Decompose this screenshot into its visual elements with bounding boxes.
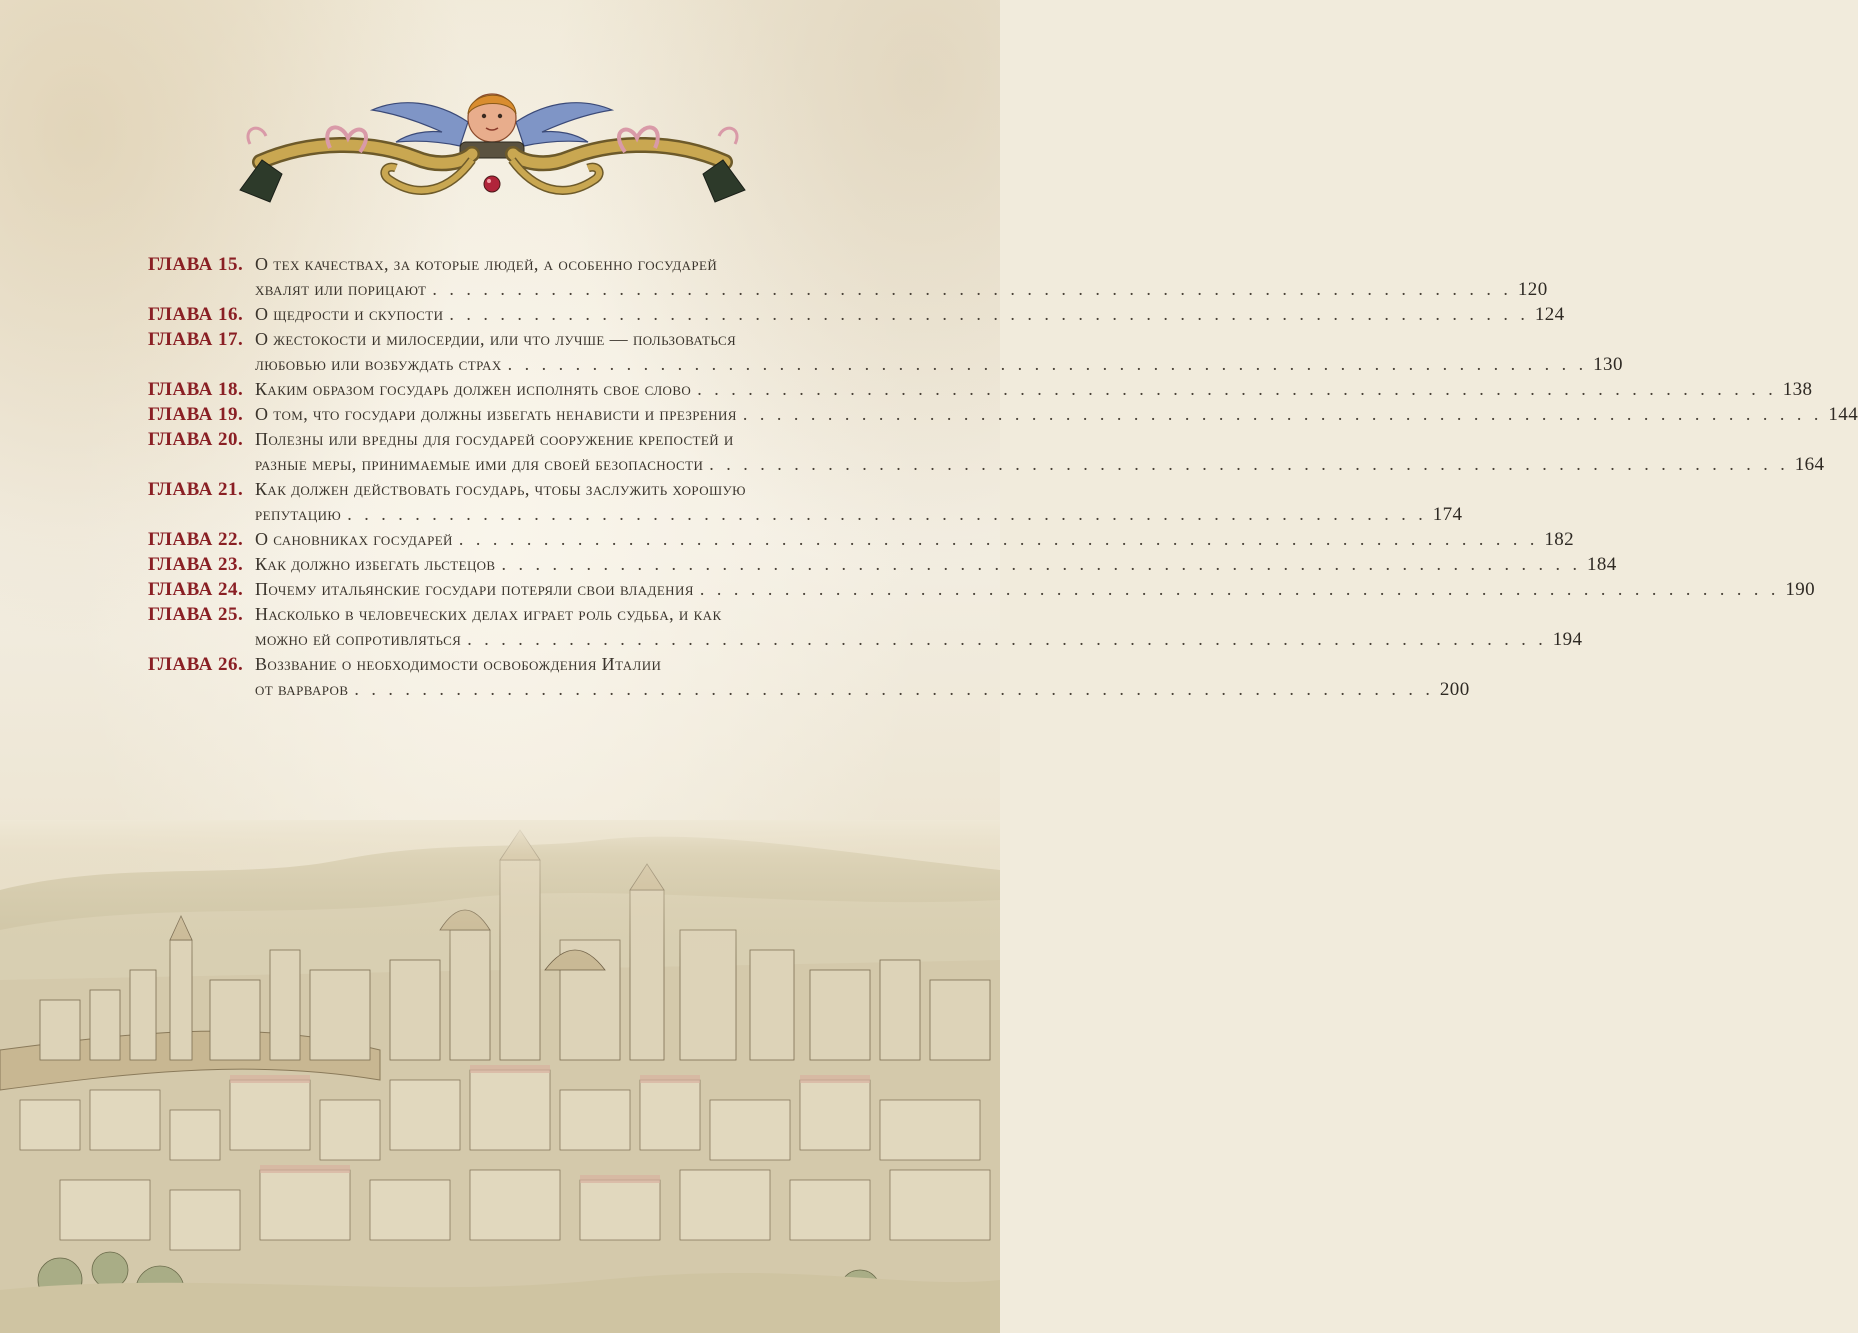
toc-entry[interactable] <box>148 477 1463 527</box>
chapter-title-line: О тех качествах, за которые людей, а особенно государей <box>255 254 718 274</box>
chapter-title-final-line <box>255 627 1582 652</box>
dot-leader: . . . . . . . . . . . . . . . . . . . . . . . . . . . . . . . . . . . . . . . . . . . . . . . . . . . . . . . . . . . . . . . . <box>709 454 1789 474</box>
page-number: 174 <box>1432 504 1463 525</box>
table-of-contents <box>148 252 1858 702</box>
toc-entry[interactable] <box>148 427 1825 477</box>
chapter-number: ГЛАВА 20. <box>148 429 244 450</box>
toc-entry[interactable] <box>148 377 1813 402</box>
toc-entry[interactable] <box>148 302 1565 327</box>
chapter-title-line: хвалят или порицают <box>255 279 427 299</box>
chapter-title-line: репутацию <box>255 504 342 524</box>
chapter-title <box>255 602 1582 652</box>
page-number: 120 <box>1517 279 1548 300</box>
chapter-number: ГЛАВА 19. <box>148 404 244 425</box>
chapter-title-line: любовью или возбуждать страх <box>255 354 502 374</box>
toc-entry[interactable] <box>148 327 1623 377</box>
chapter-title-line: разные меры, принимаемые ими для своей безопасности <box>255 454 704 474</box>
chapter-title-final-line <box>255 577 1815 602</box>
chapter-title-final-line <box>255 452 1824 477</box>
chapter-title <box>255 527 1574 552</box>
chapter-number: ГЛАВА 15. <box>148 254 244 275</box>
toc-entry[interactable] <box>148 552 1617 577</box>
chapter-title-final-line <box>255 352 1623 377</box>
chapter-number: ГЛАВА 24. <box>148 579 244 600</box>
chapter-title-line: Насколько в человеческих делах играет роль судьба, и как <box>255 604 722 624</box>
chapter-title-line: от варваров <box>255 679 349 699</box>
chapter-title <box>255 377 1812 402</box>
chapter-title-line: Полезны или вредны для государей сооружение крепостей и <box>255 429 734 449</box>
dot-leader: . . . . . . . . . . . . . . . . . . . . . . . . . . . . . . . . . . . . . . . . . . . . . . . . . . . . . . . . . . . . . . . . <box>347 504 1427 524</box>
chapter-title-line: Как должно избегать льстецов <box>255 554 496 574</box>
chapter-title-final-line <box>255 527 1574 552</box>
chapter-title <box>255 477 1462 527</box>
chapter-title-final-line <box>255 677 1470 702</box>
page-number: 138 <box>1782 379 1813 400</box>
chapter-number: ГЛАВА 26. <box>148 654 244 675</box>
chapter-number: ГЛАВА 25. <box>148 604 244 625</box>
chapter-title-line: О сановниках государей <box>255 529 453 549</box>
chapter-number: ГЛАВА 21. <box>148 479 244 500</box>
chapter-title <box>255 252 1548 302</box>
chapter-title-line: О жестокости и милосердии, или что лучше — пользоваться <box>255 329 737 349</box>
page-number: 164 <box>1794 454 1825 475</box>
chapter-title <box>255 552 1617 577</box>
chapter-number: ГЛАВА 16. <box>148 304 244 325</box>
dot-leader: . . . . . . . . . . . . . . . . . . . . . . . . . . . . . . . . . . . . . . . . . . . . . . . . . . . . . . . . . . . . . . . . <box>354 679 1434 699</box>
chapter-title <box>255 577 1815 602</box>
chapter-number: ГЛАВА 17. <box>148 329 244 350</box>
page-number: 200 <box>1439 679 1470 700</box>
dot-leader: . . . . . . . . . . . . . . . . . . . . . . . . . . . . . . . . . . . . . . . . . . . . . . . . . . . . . . . . . . . . . . . . <box>507 354 1588 374</box>
chapter-title-final-line <box>255 302 1565 327</box>
chapter-title <box>255 302 1565 327</box>
dot-leader: . . . . . . . . . . . . . . . . . . . . . . . . . . . . . . . . . . . . . . . . . . . . . . . . . . . . . . . . . . . . . . . . <box>458 529 1539 549</box>
dot-leader: . . . . . . . . . . . . . . . . . . . . . . . . . . . . . . . . . . . . . . . . . . . . . . . . . . . . . . . . . . . . . . . . <box>501 554 1581 574</box>
chapter-title-line: О том, что государи должны избегать ненависти и презрения <box>255 404 737 424</box>
page-number: 190 <box>1785 579 1816 600</box>
chapter-title-final-line <box>255 277 1548 302</box>
toc-entry[interactable] <box>148 252 1548 302</box>
dot-leader: . . . . . . . . . . . . . . . . . . . . . . . . . . . . . . . . . . . . . . . . . . . . . . . . . . . . . . . . . . . . . . . . <box>467 629 1547 649</box>
chapter-title-line: Воззвание о необходимости освобождения Италии <box>255 654 662 674</box>
page-number: 184 <box>1586 554 1617 575</box>
chapter-title-line: можно ей сопротивляться <box>255 629 462 649</box>
chapter-title <box>255 652 1470 702</box>
page-number: 124 <box>1534 304 1565 325</box>
chapter-title-line: Каким образом государь должен исполнять свое слово <box>255 379 692 399</box>
chapter-number: ГЛАВА 18. <box>148 379 244 400</box>
chapter-title <box>255 427 1824 477</box>
page-number: 144 <box>1828 404 1858 425</box>
chapter-title <box>255 327 1623 377</box>
chapter-number: ГЛАВА 23. <box>148 554 244 575</box>
chapter-title-line: Как должен действовать государь, чтобы заслужить хорошую <box>255 479 746 499</box>
chapter-title-final-line <box>255 402 1858 427</box>
chapter-number: ГЛАВА 22. <box>148 529 244 550</box>
toc-entry[interactable] <box>148 577 1816 602</box>
page-number: 130 <box>1593 354 1623 375</box>
chapter-title-final-line <box>255 502 1462 527</box>
dot-leader: . . . . . . . . . . . . . . . . . . . . . . . . . . . . . . . . . . . . . . . . . . . . . . . . . . . . . . . . . . . . . . . . <box>432 279 1512 299</box>
dot-leader: . . . . . . . . . . . . . . . . . . . . . . . . . . . . . . . . . . . . . . . . . . . . . . . . . . . . . . . . . . . . . . . . <box>449 304 1529 324</box>
toc-entry[interactable] <box>148 527 1575 552</box>
chapter-title-line: О щедрости и скупости <box>255 304 444 324</box>
dot-leader: . . . . . . . . . . . . . . . . . . . . . . . . . . . . . . . . . . . . . . . . . . . . . . . . . . . . . . . . . . . . . . . . <box>742 404 1823 424</box>
chapter-title-final-line <box>255 552 1617 577</box>
page-number: 194 <box>1552 629 1583 650</box>
toc-entry[interactable] <box>148 602 1583 652</box>
dot-leader: . . . . . . . . . . . . . . . . . . . . . . . . . . . . . . . . . . . . . . . . . . . . . . . . . . . . . . . . . . . . . . . . <box>699 579 1780 599</box>
engraved-city-panorama-icon <box>0 820 1000 1333</box>
chapter-title-final-line <box>255 377 1812 402</box>
toc-entry[interactable] <box>148 402 1858 427</box>
chapter-title-line: Почему итальянские государи потеряли свои владения <box>255 579 694 599</box>
chapter-title <box>255 402 1858 427</box>
page-number: 182 <box>1544 529 1575 550</box>
dot-leader: . . . . . . . . . . . . . . . . . . . . . . . . . . . . . . . . . . . . . . . . . . . . . . . . . . . . . . . . . . . . . . . . <box>697 379 1777 399</box>
toc-entry[interactable] <box>148 652 1470 702</box>
winged-cherub-ornament-icon <box>220 70 765 230</box>
